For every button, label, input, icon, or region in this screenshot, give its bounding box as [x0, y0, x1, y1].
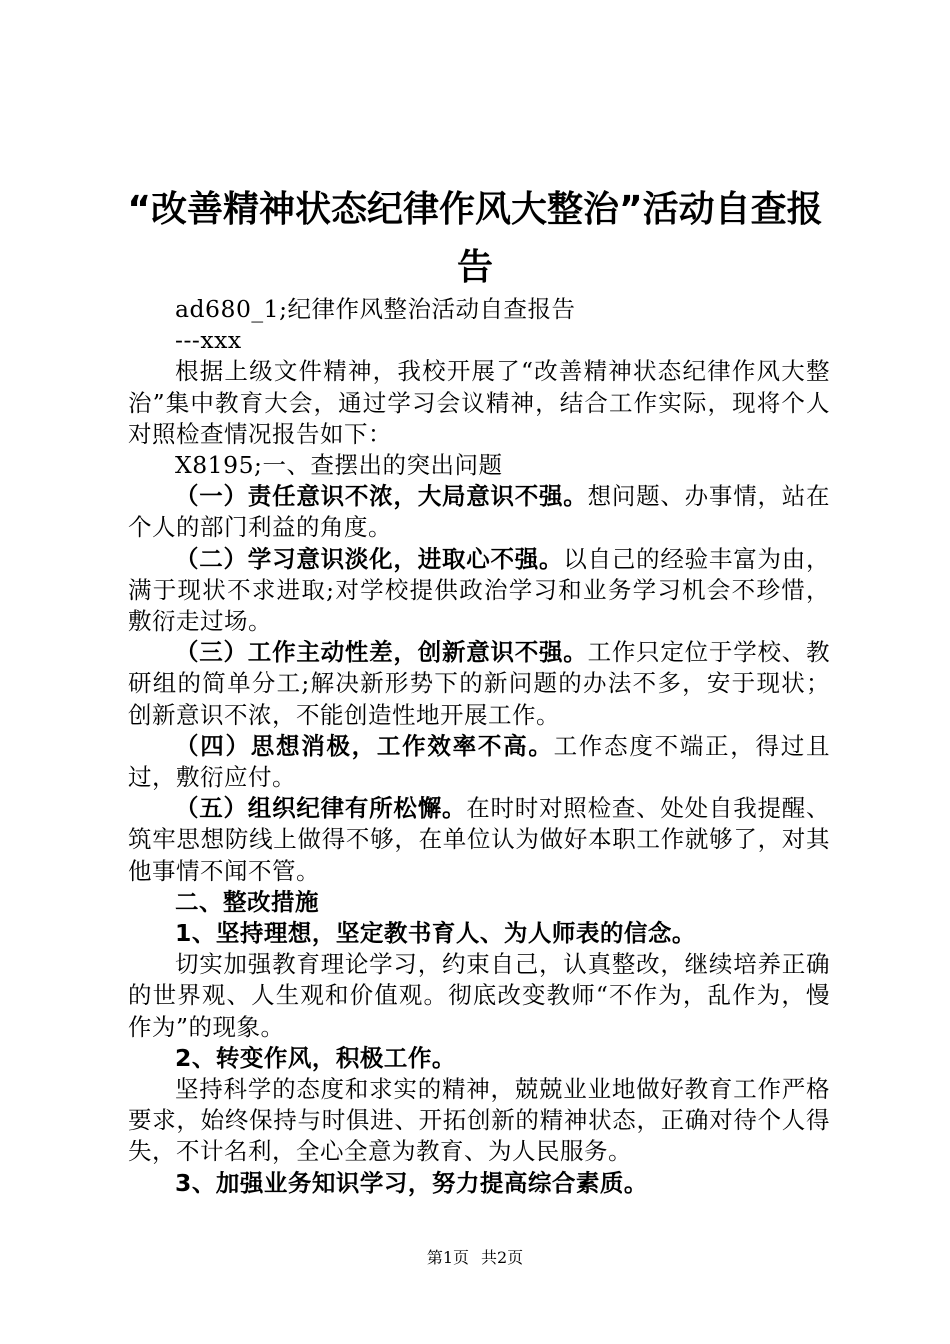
author-line: ---xxx [175, 326, 242, 355]
problem-item [128, 637, 830, 731]
problem-item [128, 481, 830, 543]
problem-text: 工作只定位于学校、教研组的简单分工;解决新形势下的新问题的办法不多，安于现状；创新意识不浓，不能创造性地开展工作。 [128, 638, 831, 729]
intro-paragraph: 根据上级文件精神，我校开展了“改善精神状态纪律作风大整治”集中教育大会，通过学习会议精神，结合工作实际，现将个人对照检查情况报告如下： [128, 357, 830, 448]
measure-heading: 3、加强业务知识学习，努力提高综合素质。 [175, 1168, 648, 1197]
document-title-line-2: 告 [456, 247, 493, 288]
problem-lead: （五）组织纪律有所松懈。 [175, 794, 467, 823]
problem-lead: （三）工作主动性差，创新意识不强。 [175, 638, 588, 667]
measure-heading: 2、转变作风，积极工作。 [175, 1043, 456, 1072]
measure-heading: 1、坚持理想，坚定教书育人、为人师表的信念。 [175, 919, 696, 948]
problem-text: 在时时对照检查、处处自我提醒、筑牢思想防线上做得不够，在单位认为做好本职工作就够了，对其他事情不闻不管。 [128, 794, 831, 885]
page-number: 第1页 [426, 1248, 469, 1267]
reference-line: ad680_1;纪律作风整治活动自查报告 [175, 295, 576, 323]
document-title-line-1: “改善精神状态纪律作风大整治”活动自查报 [127, 189, 823, 230]
problem-item [128, 544, 830, 638]
problem-lead: （四）思想消极，工作效率不高。 [175, 731, 554, 760]
section-1-heading: X8195;一、查摆出的突出问题 [175, 451, 503, 480]
problem-text: 以自己的经验丰富为由，满于现状不求进取;对学校提供政治学习和业务学习机会不珍惜，敷衍走过场。 [128, 544, 831, 636]
problem-lead: （一）责任意识不浓，大局意识不强。 [175, 482, 588, 511]
section-2-heading: 二、整改措施 [175, 887, 319, 916]
page-footer [0, 1248, 950, 1268]
problem-text: 想问题、办事情，站在个人的部门利益的角度。 [128, 482, 831, 542]
problem-lead: （二）学习意识淡化，进取心不强。 [175, 544, 564, 573]
problem-text: 工作态度不端正，得过且过，敷衍应付。 [128, 731, 831, 792]
page-count: 共2页 [481, 1248, 524, 1267]
measure-text: 坚持科学的态度和求实的精神，兢兢业业地做好教育工作严格要求，始终保持与时俱进、开拓创新的精神状态，正确对待个人得失，不计名利，全心全意为教育、为人民服务。 [128, 1075, 830, 1166]
problem-item [128, 731, 830, 793]
document-body [128, 294, 830, 1199]
measure-text: 切实加强教育理论学习，约束自己，认真整改，继续培养正确的世界观、人生观和价值观。彻底改变教师“不作为，乱作为，慢作为”的现象。 [128, 950, 830, 1041]
problem-item [128, 793, 830, 887]
